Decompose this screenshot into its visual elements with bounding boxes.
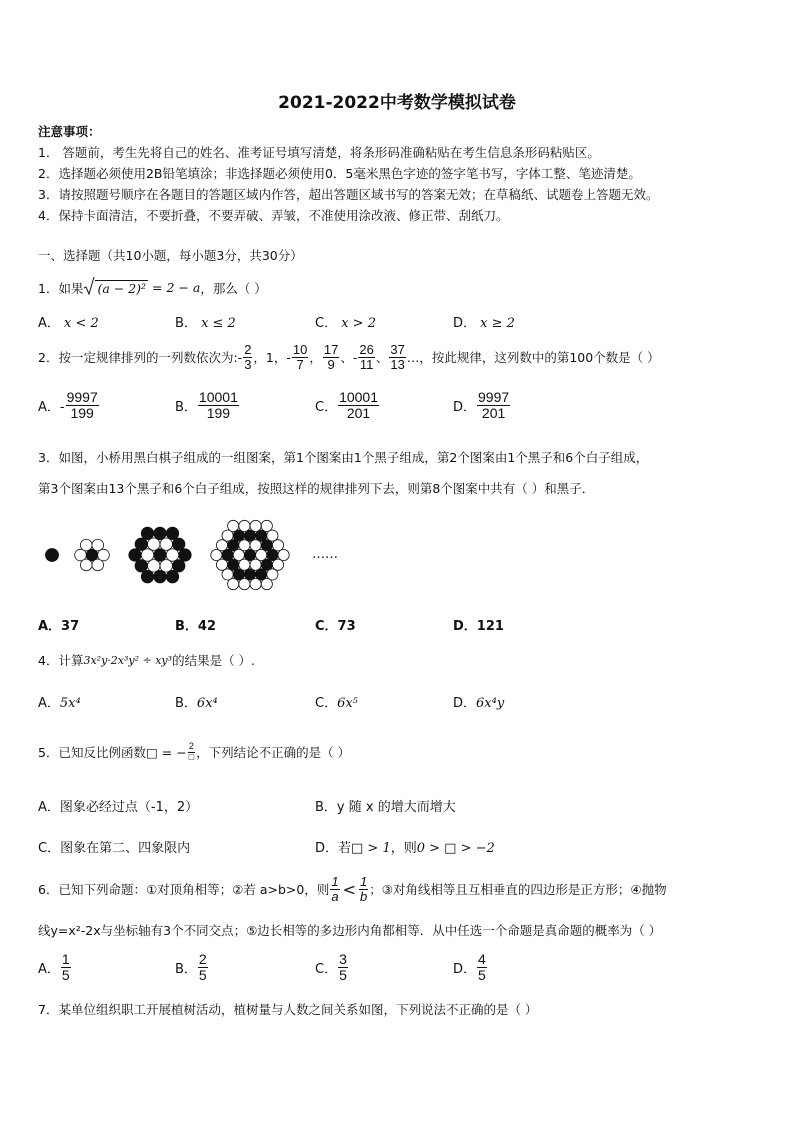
section-heading: 一、选择题（共10小题，每小题3分，共30分） [38,248,303,263]
white-stone [261,520,272,531]
white-stone [228,579,239,590]
q2-option-a: A．- $\frac{9997}{199}$ [38,389,98,421]
q5-option-b: B．y 随 x 的增大而增大 [315,800,456,815]
q1-option-b: B． x ≤ 2 [175,316,236,331]
black-stone [222,549,233,560]
pattern-1 [46,549,59,562]
q2-seq-frac-3: $\frac{17}{9}$ [323,341,339,372]
q2-option-b: B． $\frac{10001}{199}$ [175,389,238,421]
question-2-stem: 2．按一定规律排列的一列数依次为: - $\frac{2}{3}$ ，1， - $\frac{10}{7}$ ， $\frac{17}{9}$ 、 - $\frac{26}{11}$ 、 $\frac{37}{13}$ …，按此规律，这列数中的第100个数是（ ） [38,341,660,372]
white-stone [211,549,222,560]
black-stone [154,549,166,561]
black-stone [141,527,153,539]
q5-option-d: D．若□ > 1，则0 > □ > −2 [315,841,495,856]
q1-option-c: C． x > 2 [315,316,376,331]
black-stone [129,549,141,561]
q4-option-d: D．6x⁴y [453,696,505,711]
q2-seq-frac-1: $\frac{2}{3}$ [244,341,252,372]
black-stone [135,538,147,550]
white-stone [239,540,250,551]
black-stone [233,569,244,580]
notice-item-4: 4．保持卡面清洁，不要折叠，不要弄破、弄皱，不准使用涂改液、修正带、刮纸刀。 [38,208,509,223]
sqrt-symbol [83,276,95,299]
white-stone [148,538,160,550]
black-stone [154,527,166,539]
black-stone [166,527,178,539]
q3-ellipsis: …… [312,547,338,562]
white-stone [250,540,261,551]
q4-option-c: C．6x⁵ [315,696,358,711]
white-stone [261,579,272,590]
white-stone [216,540,227,551]
q2-seq-frac-2: $\frac{10}{7}$ [292,341,308,372]
pattern-2 [75,539,110,571]
black-stone [166,570,178,582]
white-stone [222,530,233,541]
black-stone [244,530,255,541]
black-stone [154,570,166,582]
q2-seq-frac-4: $\frac{26}{11}$ [359,341,374,372]
black-stone [233,530,244,541]
q6-frac-1-over-b: $\frac{1}{b}$ [359,873,368,904]
white-stone [239,559,250,570]
q5-expression-lhs: □ = − [145,744,187,760]
q6-option-d: D． $\frac{4}{5}$ [453,951,486,983]
q3-option-b: B．42 [175,619,216,634]
q2-option-c: C． $\frac{10001}{201}$ [315,389,379,421]
q1-prefix: 1．如果 [38,280,84,296]
white-stone [272,540,283,551]
page-title: 2021-2022中考数学模拟试卷 [278,93,516,113]
white-stone [250,579,261,590]
question-3-line-2: 第3个图案由13个黑子和6个白子组成，按照这样的规律排列下去，则第8个图案中共有（ ）和黑子． [38,481,595,496]
black-stone [267,549,278,560]
white-stone [267,530,278,541]
pattern-3 [129,527,191,583]
black-stone [173,560,185,572]
black-stone [228,559,239,570]
q4-option-a: A．5x⁴ [38,696,81,711]
q6-option-c: C． $\frac{3}{5}$ [315,951,347,983]
notice-heading: 注意事项： [38,124,101,139]
notice-item-2: 2．选择题必须使用2B铅笔填涂；非选择题必须使用0．5毫米黑色字迹的签字笔书写，字体工整、笔迹清楚。 [38,166,641,181]
white-stone [216,559,227,570]
notice-item-3: 3．请按照题号顺序在各题目的答题区域内作答，超出答题区域书写的答案无效；在草稿纸、试题卷上答题无效。 [38,187,659,202]
notice-item-1: 1． 答题前，考生先将自己的姓名、准考证号填写清楚，将条形码准确粘贴在考生信息条形码粘贴区。 [38,145,600,160]
white-stone [148,560,160,572]
q1-suffix: ，那么（ ） [200,280,267,296]
black-stone [179,549,191,561]
white-stone [239,579,250,590]
white-stone [250,559,261,570]
white-stone [141,549,153,561]
q2-option-d: D． $\frac{9997}{201}$ [453,389,510,421]
question-3-line-1: 3．如图，小桥用黑白棋子组成的一组图案，第1个图案由1个黑子组成，第2个图案由1个黑子和6个白子组成， [38,450,649,465]
black-stone [135,560,147,572]
q3-option-d: D．121 [453,619,504,634]
q1-option-d: D． x ≥ 2 [453,316,515,331]
white-stone [272,559,283,570]
q6-frac-1-over-a: $\frac{1}{a}$ [331,873,339,904]
white-stone [166,549,178,561]
q3-option-c: C．73 [315,619,356,634]
q2-seq-frac-5: $\frac{37}{13}$ [390,341,405,372]
radical-icon [83,276,95,296]
question-7-stem: 7．某单位组织职工开展植树活动，植树量与人数之间关系如图，下列说法不正确的是（ ） [38,1002,538,1017]
q1-radicand: (a − 2)² [97,280,147,296]
question-4-stem: 4．计算 3x²y·2x³y² ÷ xy³ 的结果是（ ）. [38,653,256,668]
question-6-line-2: 线y=x²-2x与坐标轴有3个不同交点；⑤边长相等的多边形内角都相等．从中任选一个命题是真命题的概率为（ ） [38,923,662,938]
black-stone [261,540,272,551]
white-stone [239,520,250,531]
q2-prefix: 2．按一定规律排列的一列数依次为: [38,350,238,365]
white-stone [98,549,110,561]
question-6-line-1: 6．已知下列命题：①对顶角相等；②若 a>b>0，则 $\frac{1}{a}$ < $\frac{1}{b}$ ；③对角线相等且互相垂直的四边形是正方形；④抛物 [38,873,667,904]
q5-option-a: A．图象必经过点（-1，2） [38,800,199,815]
black-stone [261,559,272,570]
q1-rhs: = 2 − a [152,280,201,295]
white-stone [256,549,267,560]
black-stone [244,569,255,580]
q1-option-a: A． x < 2 [38,316,99,331]
question-5-stem: 5．已知反比例函数 □ = − $\frac{2}{□}$ ，下列结论不正确的是（ ） [38,741,351,762]
black-stone [256,530,267,541]
q4-option-b: B．6x⁴ [175,696,218,711]
black-stone [141,570,153,582]
white-stone [278,549,289,560]
black-stone [173,538,185,550]
q5-expression-frac: $\frac{2}{□}$ [188,741,195,762]
q3-option-a: A．37 [38,619,80,634]
white-stone [222,569,233,580]
q6-option-a: A． $\frac{1}{5}$ [38,951,70,983]
q5-option-c: C．图象在第二、四象限内 [38,841,191,856]
pattern-4 [211,520,289,589]
white-stone [250,520,261,531]
white-stone [228,520,239,531]
white-stone [267,569,278,580]
black-stone [256,569,267,580]
q6-option-b: B． $\frac{2}{5}$ [175,951,207,983]
black-stone [244,549,255,560]
white-stone [160,560,172,572]
question-1-stem [38,276,267,299]
q4-expression: 3x²y·2x³y² ÷ xy³ [83,653,173,667]
white-stone [233,549,244,560]
white-stone [160,538,172,550]
q2-suffix: …，按此规律，这列数中的第100个数是（ ） [406,350,660,365]
black-stone [228,540,239,551]
